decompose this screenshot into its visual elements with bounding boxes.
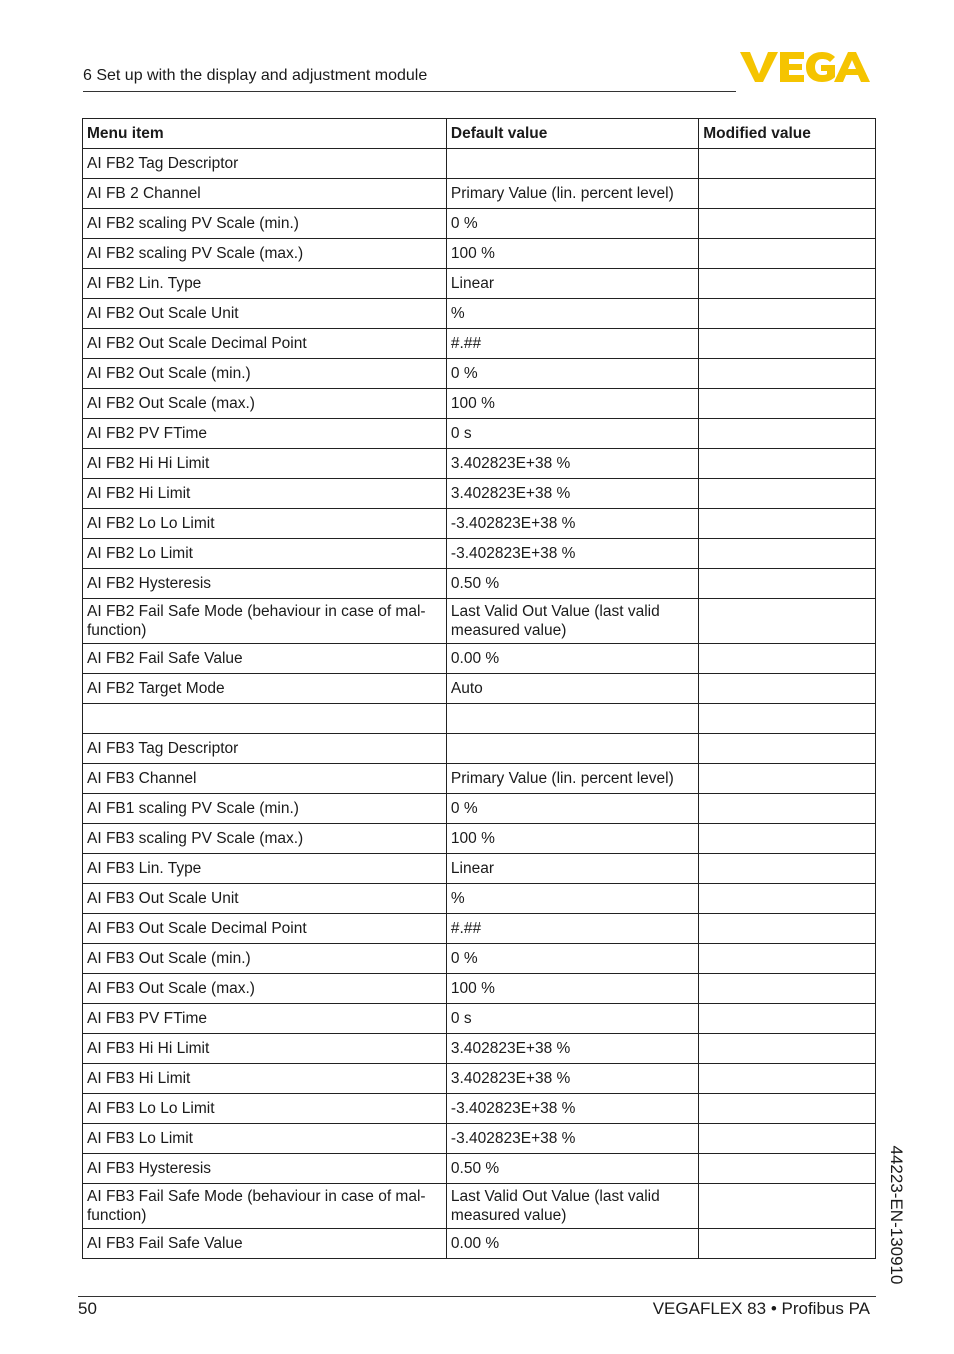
menu-item-cell: AI FB2 Target Mode	[83, 674, 447, 704]
default-value-cell: -3.402823E+38 %	[446, 509, 698, 539]
default-value-cell: Primary Value (lin. percent level)	[446, 764, 698, 794]
menu-item-cell: AI FB3 Lin. Type	[83, 854, 447, 884]
table-row	[83, 944, 876, 974]
menu-item-cell: AI FB3 scaling PV Scale (max.)	[83, 824, 447, 854]
modified-value-cell	[699, 764, 876, 794]
default-value-cell: 100 %	[446, 389, 698, 419]
menu-item-cell: AI FB2 Fail Safe Mode (behaviour in case of mal-function)	[83, 599, 447, 644]
menu-item-cell: AI FB2 Fail Safe Value	[83, 644, 447, 674]
table-row	[83, 974, 876, 1004]
modified-value-cell	[699, 149, 876, 179]
modified-value-cell	[699, 599, 876, 644]
default-value-cell: %	[446, 884, 698, 914]
modified-value-cell	[699, 794, 876, 824]
table-row	[83, 539, 876, 569]
default-value-cell: 0.00 %	[446, 644, 698, 674]
menu-item-cell	[83, 704, 447, 734]
table-header-row	[83, 119, 876, 149]
default-value-cell: Auto	[446, 674, 698, 704]
modified-value-cell	[699, 824, 876, 854]
default-value-cell: -3.402823E+38 %	[446, 1094, 698, 1124]
table-row	[83, 419, 876, 449]
modified-value-cell	[699, 704, 876, 734]
parameter-table	[82, 118, 876, 1259]
table-row	[83, 824, 876, 854]
modified-value-cell	[699, 179, 876, 209]
table-row	[83, 269, 876, 299]
default-value-cell: Linear	[446, 854, 698, 884]
default-value-cell: 0 %	[446, 359, 698, 389]
modified-value-cell	[699, 674, 876, 704]
modified-value-cell	[699, 449, 876, 479]
default-value-cell: #.##	[446, 914, 698, 944]
default-value-cell	[446, 734, 698, 764]
modified-value-cell	[699, 569, 876, 599]
table-row	[83, 509, 876, 539]
header-default-value: Default value	[446, 119, 698, 149]
menu-item-cell: AI FB2 Out Scale (max.)	[83, 389, 447, 419]
modified-value-cell	[699, 644, 876, 674]
menu-item-cell: AI FB3 Lo Lo Limit	[83, 1094, 447, 1124]
modified-value-cell	[699, 974, 876, 1004]
table-row	[83, 854, 876, 884]
menu-item-cell: AI FB2 Out Scale Decimal Point	[83, 329, 447, 359]
table-row	[83, 569, 876, 599]
menu-item-cell: AI FB2 Tag Descriptor	[83, 149, 447, 179]
menu-item-cell: AI FB3 Tag Descriptor	[83, 734, 447, 764]
modified-value-cell	[699, 884, 876, 914]
menu-item-cell: AI FB3 Out Scale Unit	[83, 884, 447, 914]
default-value-cell: 3.402823E+38 %	[446, 449, 698, 479]
modified-value-cell	[699, 1124, 876, 1154]
default-value-cell	[446, 704, 698, 734]
table-row	[83, 209, 876, 239]
default-value-cell: 0 s	[446, 419, 698, 449]
table-row	[83, 1229, 876, 1259]
modified-value-cell	[699, 329, 876, 359]
menu-item-cell: AI FB3 Out Scale (max.)	[83, 974, 447, 1004]
modified-value-cell	[699, 239, 876, 269]
menu-item-cell: AI FB2 scaling PV Scale (max.)	[83, 239, 447, 269]
default-value-cell: 3.402823E+38 %	[446, 1034, 698, 1064]
default-value-cell: 0.50 %	[446, 1154, 698, 1184]
menu-item-cell: AI FB2 Hi Limit	[83, 479, 447, 509]
default-value-cell: 0 s	[446, 1004, 698, 1034]
modified-value-cell	[699, 1229, 876, 1259]
page-number: 50	[78, 1299, 97, 1318]
table-row	[83, 1124, 876, 1154]
default-value-cell: 100 %	[446, 824, 698, 854]
vega-logo	[740, 50, 872, 84]
menu-item-cell: AI FB3 Out Scale Decimal Point	[83, 914, 447, 944]
modified-value-cell	[699, 389, 876, 419]
menu-item-cell: AI FB3 Channel	[83, 764, 447, 794]
menu-item-cell: AI FB3 Hysteresis	[83, 1154, 447, 1184]
menu-item-cell: AI FB2 Out Scale Unit	[83, 299, 447, 329]
default-value-cell: 3.402823E+38 %	[446, 1064, 698, 1094]
table-row	[83, 1154, 876, 1184]
default-value-cell: Last Valid Out Value (last valid measured value)	[446, 1184, 698, 1229]
menu-item-cell: AI FB2 Lo Lo Limit	[83, 509, 447, 539]
modified-value-cell	[699, 1034, 876, 1064]
table-row	[83, 704, 876, 734]
default-value-cell: 0 %	[446, 794, 698, 824]
modified-value-cell	[699, 209, 876, 239]
table-row	[83, 914, 876, 944]
table-row	[83, 299, 876, 329]
modified-value-cell	[699, 1064, 876, 1094]
table-row	[83, 1064, 876, 1094]
default-value-cell	[446, 149, 698, 179]
default-value-cell: %	[446, 299, 698, 329]
modified-value-cell	[699, 944, 876, 974]
table-row	[83, 149, 876, 179]
default-value-cell: -3.402823E+38 %	[446, 539, 698, 569]
table-row	[83, 1034, 876, 1064]
header-modified-value: Modified value	[699, 119, 876, 149]
modified-value-cell	[699, 1154, 876, 1184]
table-row	[83, 644, 876, 674]
default-value-cell: Primary Value (lin. percent level)	[446, 179, 698, 209]
table-row	[83, 794, 876, 824]
product-name: VEGAFLEX 83 • Profibus PA	[652, 1299, 870, 1318]
footer-divider	[78, 1296, 876, 1297]
modified-value-cell	[699, 1004, 876, 1034]
modified-value-cell	[699, 299, 876, 329]
modified-value-cell	[699, 1094, 876, 1124]
table-row	[83, 179, 876, 209]
menu-item-cell: AI FB2 scaling PV Scale (min.)	[83, 209, 447, 239]
section-title: 6 Set up with the display and adjustment module	[83, 67, 428, 84]
modified-value-cell	[699, 1184, 876, 1229]
table-row	[83, 449, 876, 479]
table-row	[83, 479, 876, 509]
menu-item-cell: AI FB2 Hysteresis	[83, 569, 447, 599]
menu-item-cell: AI FB2 Lo Limit	[83, 539, 447, 569]
modified-value-cell	[699, 914, 876, 944]
modified-value-cell	[699, 479, 876, 509]
table-row	[83, 764, 876, 794]
default-value-cell: Linear	[446, 269, 698, 299]
menu-item-cell: AI FB 2 Channel	[83, 179, 447, 209]
menu-item-cell: AI FB2 Out Scale (min.)	[83, 359, 447, 389]
header-menu-item: Menu item	[83, 119, 447, 149]
menu-item-cell: AI FB3 Fail Safe Value	[83, 1229, 447, 1259]
default-value-cell: 100 %	[446, 239, 698, 269]
default-value-cell: 0.50 %	[446, 569, 698, 599]
modified-value-cell	[699, 359, 876, 389]
modified-value-cell	[699, 269, 876, 299]
modified-value-cell	[699, 539, 876, 569]
table-row	[83, 239, 876, 269]
modified-value-cell	[699, 509, 876, 539]
menu-item-cell: AI FB2 Hi Hi Limit	[83, 449, 447, 479]
menu-item-cell: AI FB3 Hi Limit	[83, 1064, 447, 1094]
default-value-cell: #.##	[446, 329, 698, 359]
default-value-cell: 3.402823E+38 %	[446, 479, 698, 509]
table-row	[83, 674, 876, 704]
table-row	[83, 329, 876, 359]
default-value-cell: 0 %	[446, 944, 698, 974]
default-value-cell: -3.402823E+38 %	[446, 1124, 698, 1154]
table-row	[83, 734, 876, 764]
menu-item-cell: AI FB2 Lin. Type	[83, 269, 447, 299]
menu-item-cell: AI FB3 Out Scale (min.)	[83, 944, 447, 974]
modified-value-cell	[699, 419, 876, 449]
default-value-cell: 100 %	[446, 974, 698, 1004]
menu-item-cell: AI FB2 PV FTime	[83, 419, 447, 449]
default-value-cell: Last Valid Out Value (last valid measured value)	[446, 599, 698, 644]
menu-item-cell: AI FB3 Fail Safe Mode (behaviour in case of mal-function)	[83, 1184, 447, 1229]
menu-item-cell: AI FB1 scaling PV Scale (min.)	[83, 794, 447, 824]
default-value-cell: 0 %	[446, 209, 698, 239]
default-value-cell: 0.00 %	[446, 1229, 698, 1259]
menu-item-cell: AI FB3 Hi Hi Limit	[83, 1034, 447, 1064]
menu-item-cell: AI FB3 Lo Limit	[83, 1124, 447, 1154]
table-row	[83, 1004, 876, 1034]
document-id: 44223-EN-130910	[887, 1145, 906, 1285]
modified-value-cell	[699, 854, 876, 884]
table-row	[83, 389, 876, 419]
table-row	[83, 1184, 876, 1229]
header-divider	[83, 91, 736, 92]
table-row	[83, 1094, 876, 1124]
table-row	[83, 884, 876, 914]
menu-item-cell: AI FB3 PV FTime	[83, 1004, 447, 1034]
table-row	[83, 359, 876, 389]
modified-value-cell	[699, 734, 876, 764]
table-row	[83, 599, 876, 644]
